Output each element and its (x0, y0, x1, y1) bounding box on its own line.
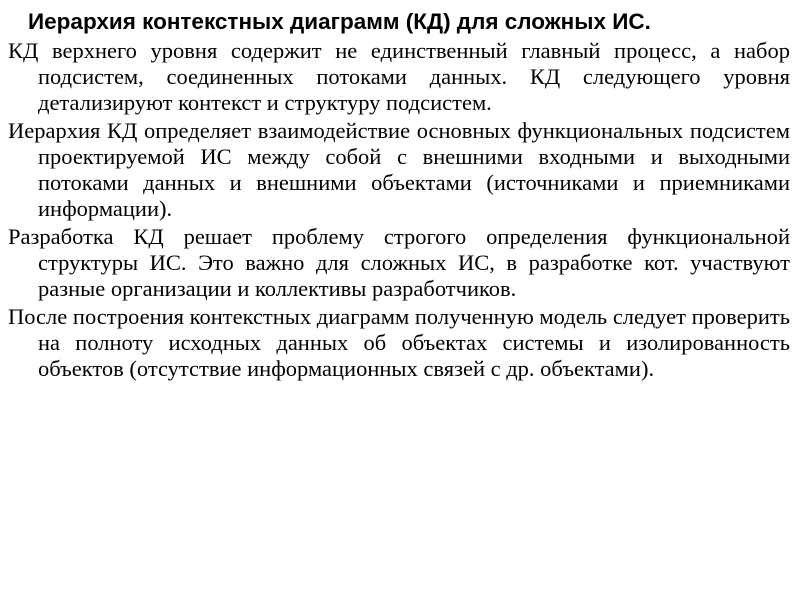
paragraph-3: Разработка КД решает проблему строгого определения функциональной структуры ИС. Это важно для сложных ИС, в разработке кот. участвуют разные организации и коллективы разработчиков. (8, 224, 790, 301)
slide (8, 8, 790, 384)
paragraph-4: После построения контекстных диаграмм полученную модель следует проверить на полноту исходных данных об объектах системы и изолированность объектов (отсутствие информационных связей с др. объектами). (8, 304, 790, 381)
slide-title: Иерархия контекстных диаграмм (КД) для сложных ИС. (28, 9, 651, 34)
paragraph-2: Иерархия КД определяет взаимодействие основных функциональных подсистем проектируемой ИС между собой с внешними входными и выходными потоками данных и внешними объектами (источниками и приемниками информации). (8, 118, 790, 221)
paragraph-1: КД верхнего уровня содержит не единственный главный процесс, а набор подсистем, соединенных потоками данных. КД следующего уровня детализируют контекст и структуру подсистем. (8, 38, 790, 115)
